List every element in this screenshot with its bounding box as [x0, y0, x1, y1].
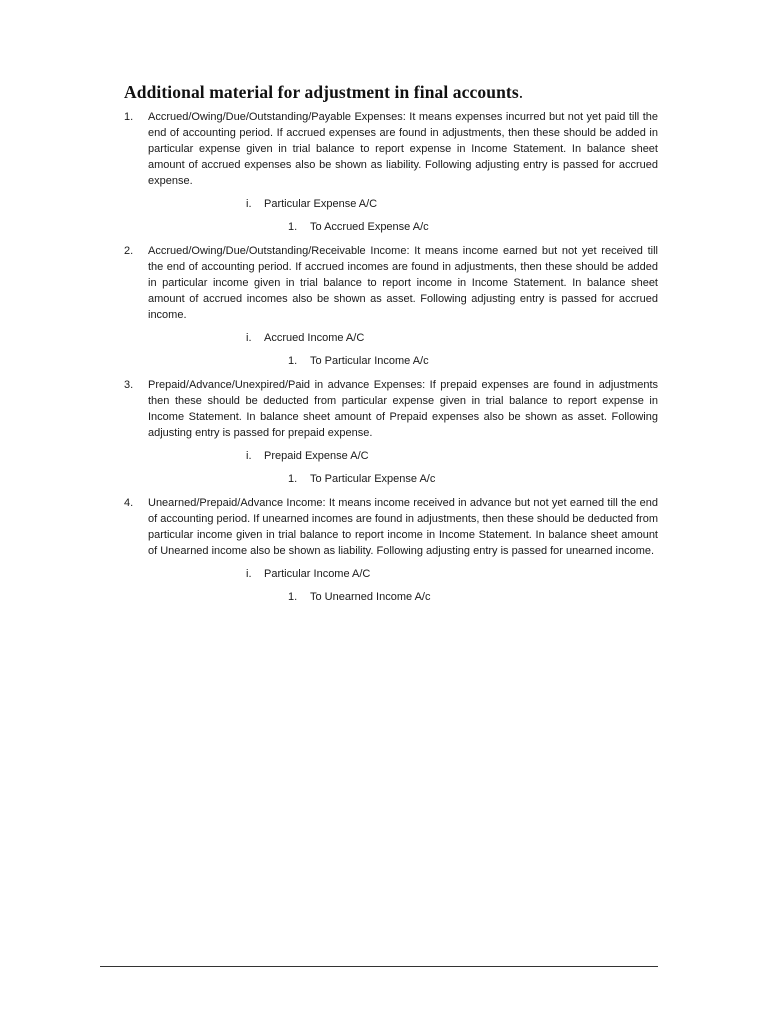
- journal-debit-line: [148, 330, 658, 346]
- list-item-number: 4.: [124, 497, 134, 509]
- footer-divider: [100, 966, 658, 967]
- adjustment-list: [124, 109, 658, 605]
- journal-credit-line: [148, 219, 658, 235]
- journal-credit-account: To Particular Income A/c: [310, 355, 429, 367]
- journal-credit-marker: 1.: [288, 473, 298, 485]
- list-item-text: Prepaid/Advance/Unexpired/Paid in advance Expenses: If prepaid expenses are found in adjustments then these should be deducted from particular expense given in trial balance to report expense in Income Statement. In balance sheet amount of Prepaid expenses also be shown as asset. Following adjusting entry is passed for prepaid expense.: [148, 379, 658, 439]
- journal-debit-marker: i.: [246, 198, 252, 210]
- list-item: [124, 495, 658, 605]
- journal-debit-line: [148, 448, 658, 464]
- journal-debit-marker: i.: [246, 568, 252, 580]
- journal-credit-line: [148, 471, 658, 487]
- journal-debit-account: Prepaid Expense A/C: [264, 450, 369, 462]
- journal-credit-account: To Accrued Expense A/c: [310, 221, 429, 233]
- journal-debit-line: [148, 196, 658, 212]
- page-title-period: .: [518, 82, 524, 102]
- journal-debit-account: Particular Income A/C: [264, 568, 371, 580]
- journal-debit-line: [148, 566, 658, 582]
- page-title: [124, 82, 523, 103]
- list-item: [124, 243, 658, 369]
- list-item-text: Accrued/Owing/Due/Outstanding/Payable Expenses: It means expenses incurred but not yet paid till the end of accounting period. If accrued expenses are found in adjustments, then these should be added in particular expense given in trial balance to report expense in Income Statement. In balance sheet amount of accrued expenses also be shown as liability. Following adjusting entry is passed for accrued expense.: [148, 111, 658, 187]
- list-item-number: 2.: [124, 245, 134, 257]
- journal-debit-account: Accrued Income A/C: [264, 332, 365, 344]
- journal-credit-marker: 1.: [288, 591, 298, 603]
- journal-debit-account: Particular Expense A/C: [264, 198, 378, 210]
- journal-credit-line: [148, 589, 658, 605]
- journal-credit-account: To Unearned Income A/c: [310, 591, 431, 603]
- list-item-text: Accrued/Owing/Due/Outstanding/Receivable Income: It means income earned but not yet received till the end of accounting period. If accrued incomes are found in adjustments, then these should be added in particular income given in trial balance to report income in Income Statement. In balance sheet amount of accrued incomes also be shown as asset. Following adjusting entry is passed for accrued income.: [148, 245, 658, 321]
- journal-debit-marker: i.: [246, 450, 252, 462]
- journal-credit-line: [148, 353, 658, 369]
- journal-credit-marker: 1.: [288, 221, 298, 233]
- list-item: [124, 109, 658, 235]
- journal-credit-account: To Particular Expense A/c: [310, 473, 436, 485]
- list-item: [124, 377, 658, 487]
- list-item-number: 1.: [124, 111, 134, 123]
- list-item-number: 3.: [124, 379, 134, 391]
- journal-debit-marker: i.: [246, 332, 252, 344]
- journal-credit-marker: 1.: [288, 355, 298, 367]
- list-item-text: Unearned/Prepaid/Advance Income: It means income received in advance but not yet earned till the end of accounting period. If unearned incomes are found in adjustments, then these should be deducted from particular income given in trial balance to report income in Income Statement. In balance sheet amount of Unearned income also be shown as liability. Following adjusting entry is passed for unearned income.: [148, 497, 658, 557]
- page-title-text: Additional material for adjustment in final accounts: [124, 82, 519, 102]
